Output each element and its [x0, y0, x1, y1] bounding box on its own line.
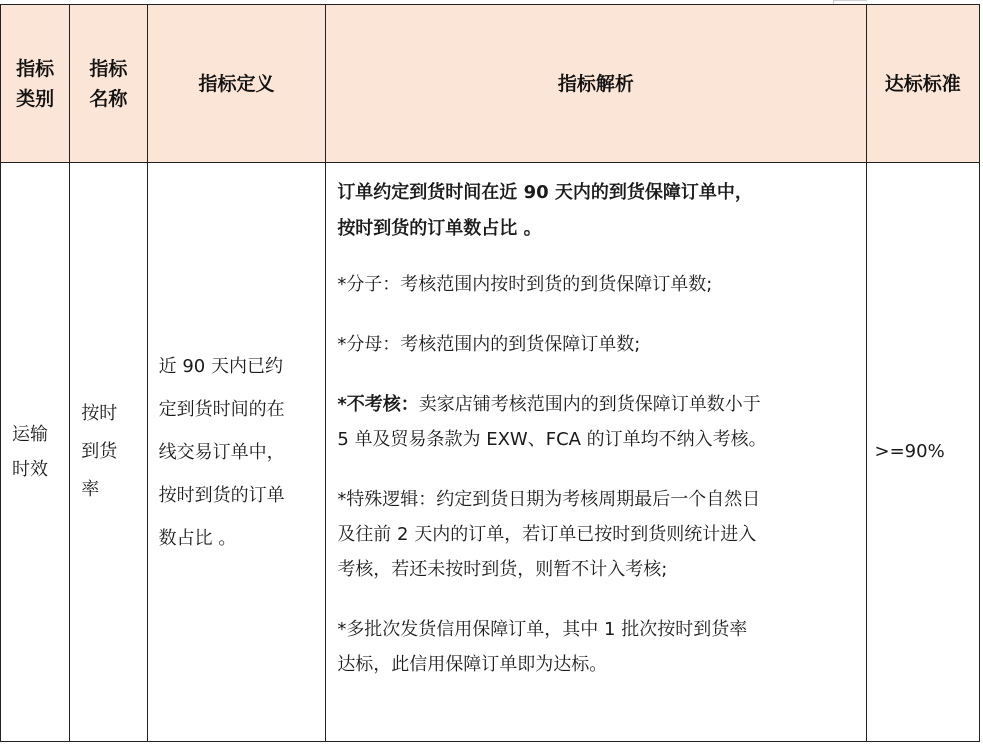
header-name — [70, 5, 147, 163]
batch-line-1: *多批次发货信用保障订单，其中 1 批次按时到货率 — [337, 619, 748, 640]
header-standard: 达标标准 — [866, 5, 979, 163]
header-analysis: 指标解析 — [326, 5, 866, 163]
analysis-numerator — [337, 267, 855, 302]
denominator-text: *分母：考核范围内的到货保障订单数; — [337, 334, 641, 355]
analysis-special-logic — [337, 482, 855, 587]
definition-line-5: 数占比 。 — [158, 527, 237, 549]
table-header-row — [1, 5, 980, 163]
table-row — [1, 163, 980, 742]
analysis-lead — [337, 163, 855, 247]
analysis-multi-batch — [337, 612, 855, 682]
exclusion-label: *不考核： — [337, 394, 419, 415]
header-name-line-1: 指标 — [89, 57, 128, 80]
metrics-table — [0, 4, 980, 742]
cell-analysis — [326, 163, 866, 742]
category-line-2: 时效 — [12, 459, 48, 480]
analysis-denominator — [337, 327, 855, 362]
analysis-exclusion — [337, 387, 855, 457]
header-category-line-2: 类别 — [16, 87, 55, 110]
name-line-1: 按时 — [81, 403, 118, 424]
cell-standard: >=90% — [866, 163, 979, 742]
category-line-1: 运输 — [12, 424, 48, 445]
header-category-line-1: 指标 — [16, 57, 55, 80]
name-line-2: 到货 — [81, 441, 118, 462]
special-line-3: 考核，若还未按时到货，则暂不计入考核; — [337, 559, 668, 580]
cell-definition — [147, 163, 326, 742]
analysis-lead-line-2: 按时到货的订单数占比 。 — [337, 218, 542, 239]
cell-name — [70, 163, 147, 742]
batch-line-2: 达标，此信用保障订单即为达标。 — [337, 654, 608, 675]
definition-line-3: 线交易订单中， — [158, 441, 285, 463]
name-line-3: 率 — [81, 479, 100, 500]
header-name-line-2: 名称 — [89, 87, 128, 110]
analysis-lead-line-1: 订单约定到货时间在近 90 天内的到货保障订单中， — [337, 182, 753, 203]
page-edge-line — [833, 0, 867, 2]
numerator-text: *分子：考核范围内按时到货的到货保障订单数; — [337, 274, 713, 295]
exclusion-line-1: 卖家店铺考核范围内的到货保障订单数小于 — [418, 394, 761, 415]
definition-line-1: 近 90 天内已约 — [158, 355, 283, 377]
cell-category — [1, 163, 70, 742]
header-definition: 指标定义 — [147, 5, 326, 163]
definition-line-4: 按时到货的订单 — [158, 484, 285, 506]
header-category — [1, 5, 70, 163]
special-line-1: *特殊逻辑：约定到货日期为考核周期最后一个自然日 — [337, 489, 761, 510]
definition-line-2: 定到货时间的在 — [158, 398, 285, 420]
exclusion-line-2: 5 单及贸易条款为 EXW、FCA 的订单均不纳入考核。 — [337, 429, 767, 450]
special-line-2: 及往前 2 天内的订单，若订单已按时到货则统计进入 — [337, 524, 757, 545]
